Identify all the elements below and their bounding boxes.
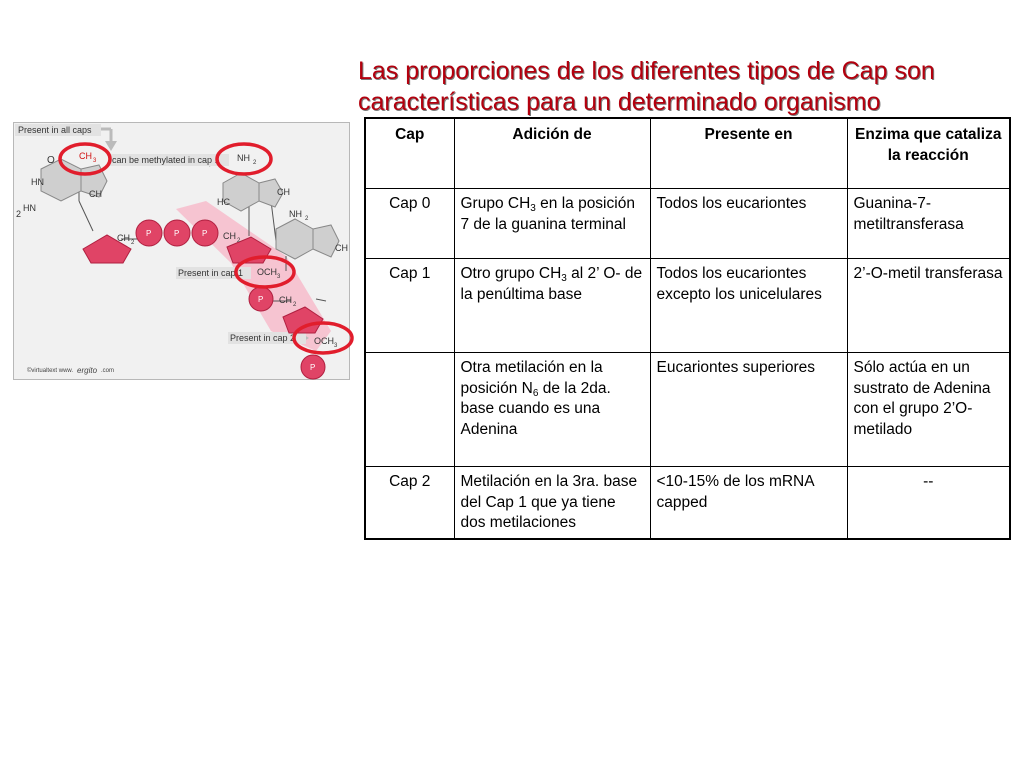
cell-presente: <10-15% de los mRNA capped [650,467,847,539]
cell-adicion: Otra metilación en la posición $N_6$ de la 2da. base cuando es una Adenina [454,353,650,467]
svg-text:2: 2 [237,238,241,244]
svg-text:CH: CH [277,187,290,197]
cell-enzima: 2’-O-metil transferasa [847,259,1010,353]
header-adicion: Adición de [454,118,650,189]
svg-text:CH: CH [223,231,236,241]
cell-presente: Todos los eucariontes [650,189,847,259]
cell-enzima: -- [847,467,1010,539]
cell-presente: Eucariontes superiores [650,353,847,467]
svg-text:P: P [146,229,152,238]
svg-text:HN: HN [23,203,36,213]
table-header-row [365,118,1010,189]
header-enzima: Enzima que cataliza la reacción [847,118,1010,189]
svg-text:2: 2 [16,209,22,219]
svg-text:Present in all caps: Present in all caps [18,125,92,135]
adenine-base-2 [276,209,348,259]
cell-enzima: Guanina-7-metiltransferasa [847,189,1010,259]
svg-text:Present in cap 1: Present in cap 1 [178,268,244,278]
svg-text:NH: NH [289,209,302,219]
slide-title-line-2: características para un determinado organismo [358,88,881,116]
table-row [365,467,1010,539]
table-row [365,353,1010,467]
slide-title-line-1: Las proporciones de los diferentes tipos de Cap son [358,57,935,85]
cell-adicion: Grupo $CH_3$ en la posición 7 de la guanina terminal [454,189,650,259]
svg-text:3: 3 [277,274,281,280]
figure-credit-suffix: .com [101,368,115,374]
label-can-be-methylated [109,154,229,166]
svg-text:3: 3 [334,343,338,349]
figure-credit-prefix: ©virtualtext www. [27,368,74,374]
svg-text:CH: CH [279,295,292,305]
cell-presente: Todos los eucariontes excepto los unicelulares [650,259,847,353]
svg-text:2: 2 [253,160,257,166]
svg-text:can be methylated in cap 1: can be methylated in cap 1 [112,155,220,165]
cell-cap [365,353,454,467]
svg-text:P: P [310,363,316,372]
svg-text:NH: NH [237,153,250,163]
figure-credit-brand: ergito [77,366,98,375]
svg-text:P: P [258,295,264,304]
svg-text:CH: CH [335,243,348,253]
svg-text:2: 2 [305,216,309,222]
svg-text:HN: HN [31,177,44,187]
cell-adicion: Metilación en la 3ra. base del Cap 1 que ya tiene dos metilaciones [454,467,650,539]
label-present-all-caps [15,124,101,136]
table-row [365,259,1010,353]
svg-text:CH: CH [89,189,102,199]
svg-text:OCH: OCH [257,267,277,277]
svg-text:3: 3 [93,158,97,164]
cell-cap: Cap 2 [365,467,454,539]
header-presente: Presente en [650,118,847,189]
svg-text:OCH: OCH [314,336,334,346]
svg-text:P: P [202,229,208,238]
svg-text:HC: HC [217,197,230,207]
cell-adicion: Otro grupo $CH_3$ al 2’ O- de la penúltima base [454,259,650,353]
svg-text:2: 2 [293,302,297,308]
header-cap: Cap [365,118,454,189]
cap-types-table [364,117,1011,540]
svg-text:O: O [47,155,55,166]
cell-cap: Cap 1 [365,259,454,353]
table-row [365,189,1010,259]
svg-text:CH: CH [117,233,130,243]
svg-text:CH: CH [79,151,92,161]
svg-text:P: P [174,229,180,238]
svg-text:2: 2 [131,240,135,246]
cap-structure-figure [13,122,350,380]
cell-cap: Cap 0 [365,189,454,259]
cell-enzima: Sólo actúa en un sustrato de Adenina con el grupo 2’O-metilado [847,353,1010,467]
svg-text:Present in cap 2: Present in cap 2 [230,333,296,343]
